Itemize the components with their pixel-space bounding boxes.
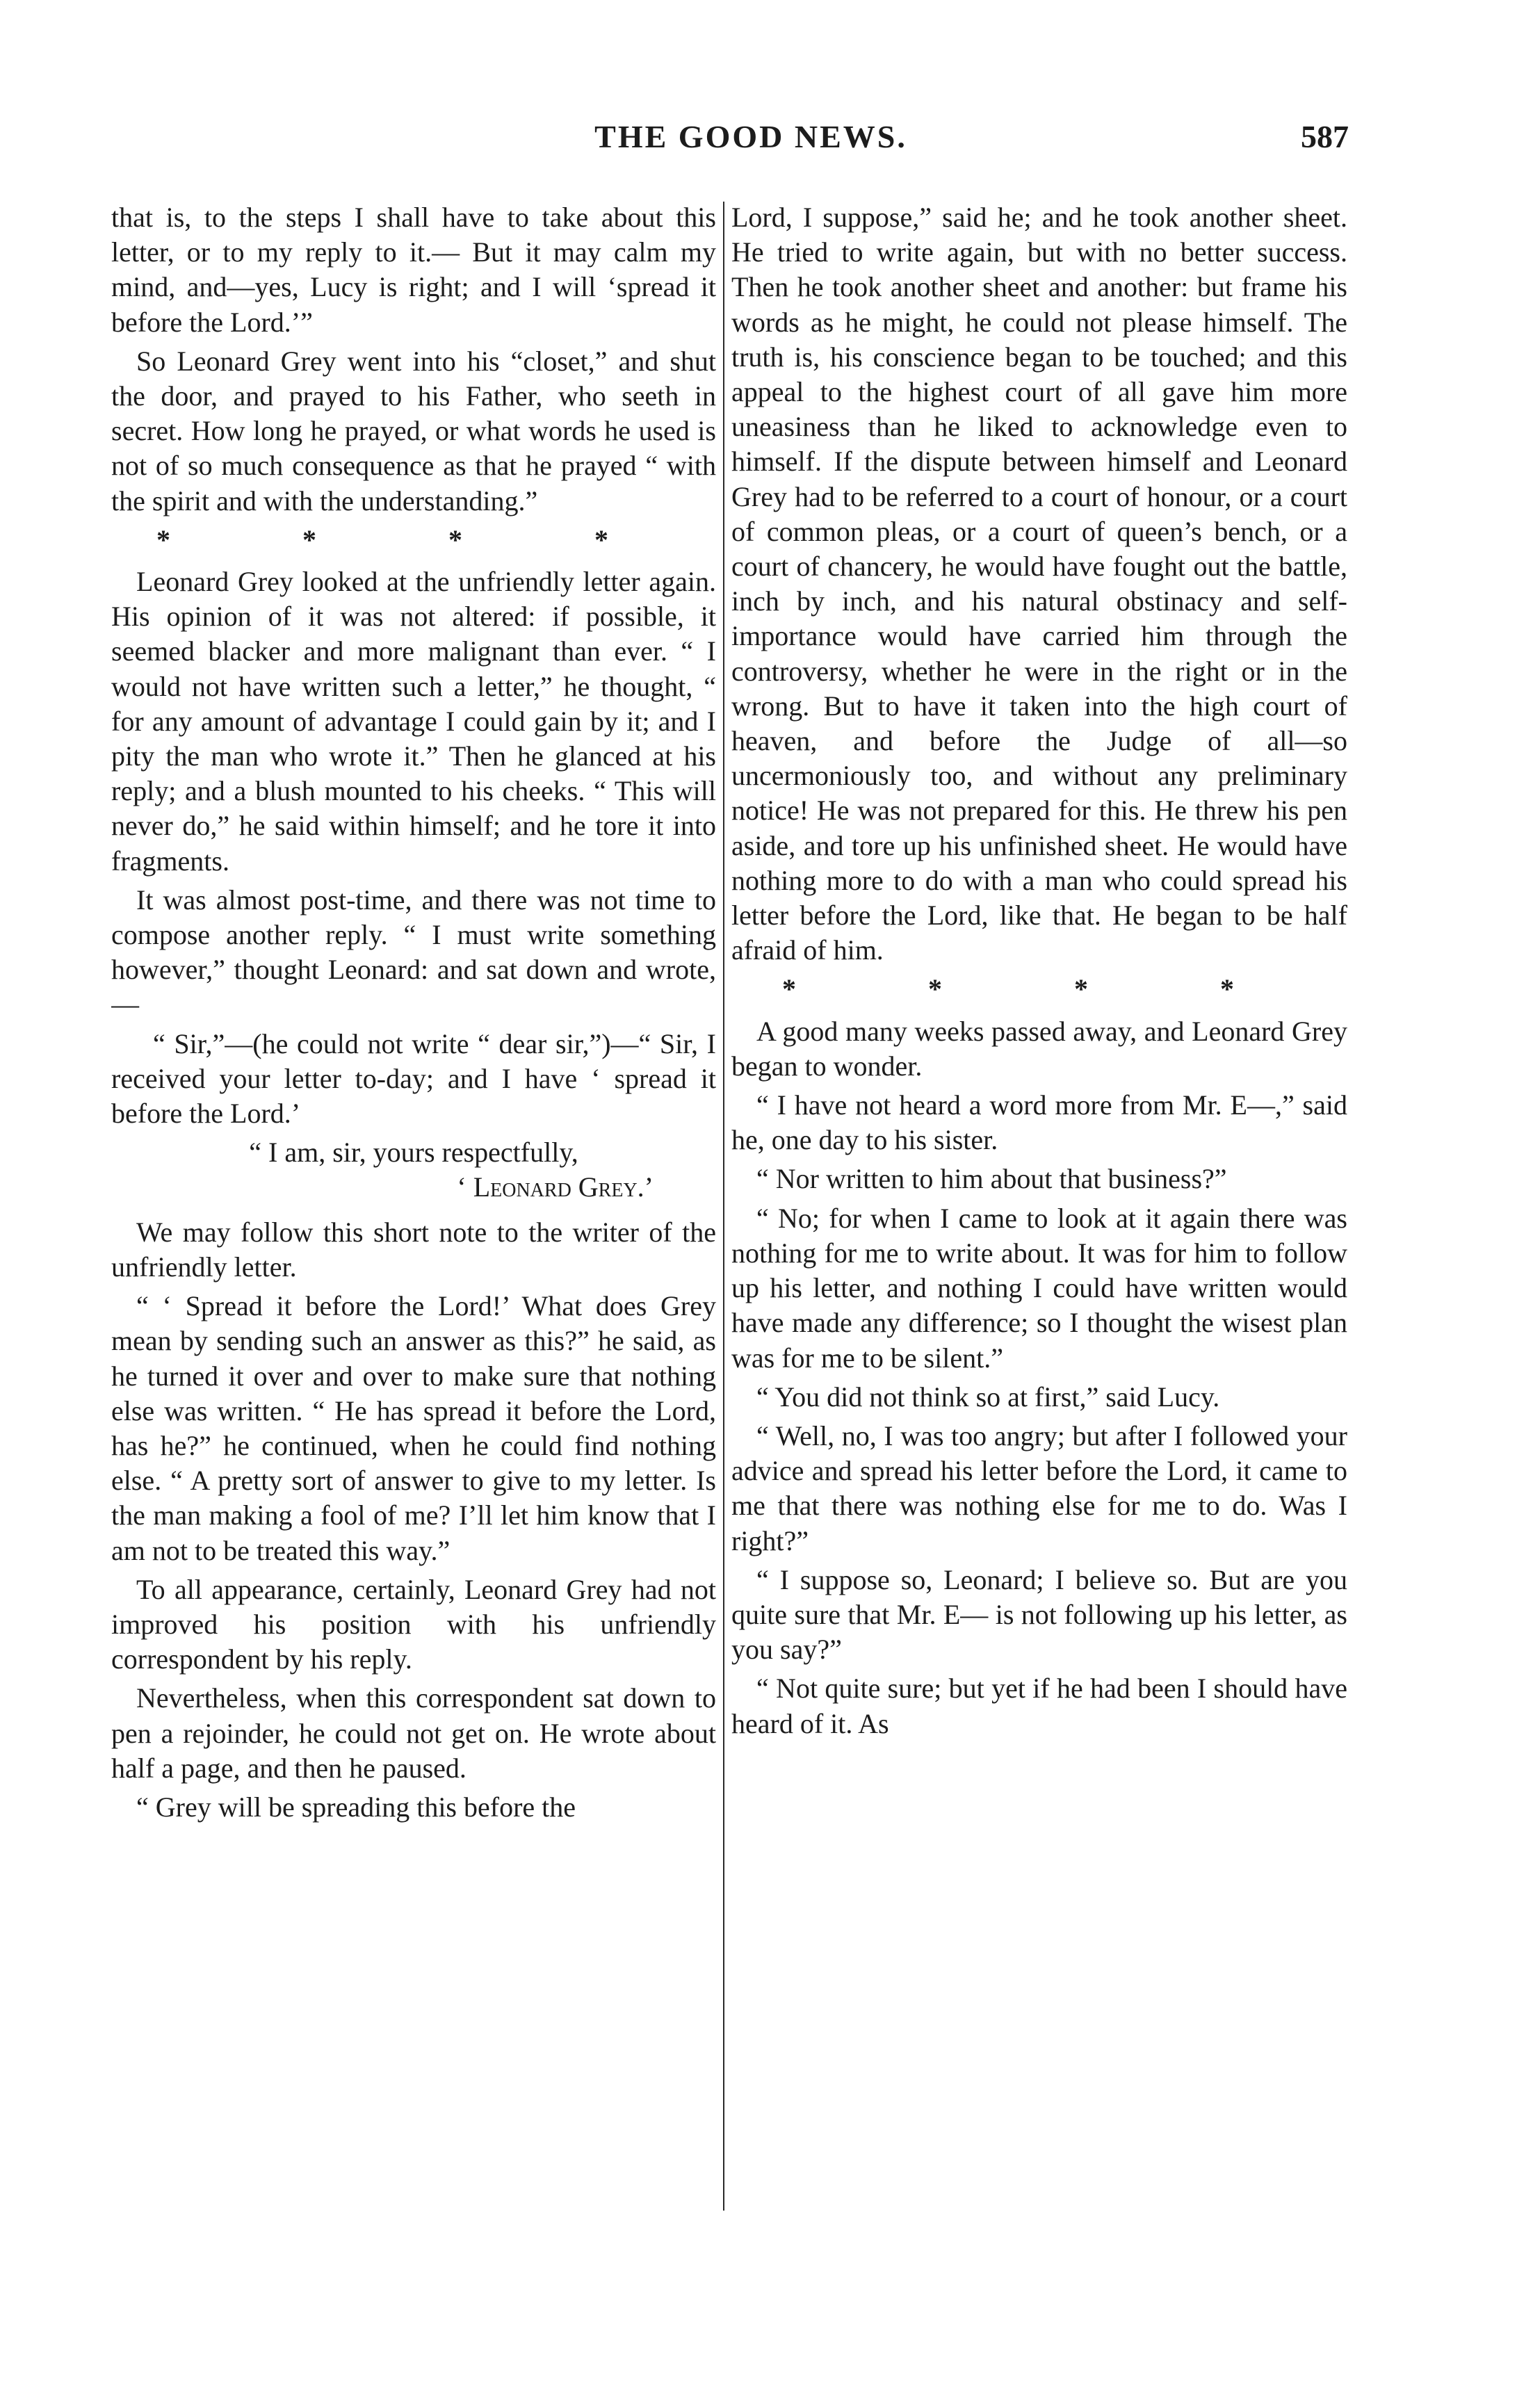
paragraph: So Leonard Grey went into his “closet,” and shut the door, and prayed to his Father, who seeth in secret. How long he prayed, or what words he used is not of so much consequence as that he prayed “ with the spirit and with the understanding.”: [111, 345, 716, 516]
paragraph: A good many weeks passed away, and Leonard Grey began to wonder.: [731, 1015, 1347, 1082]
paragraph: Nevertheless, when this correspondent sat down to pen a rejoinder, he could not get on. He wrote about half a page, and then he paused.: [111, 1682, 716, 1784]
paragraph: “ Not quite sure; but yet if he had been I should have heard of it. As: [731, 1673, 1347, 1739]
paragraph: To all appearance, certainly, Leonard Grey had not improved his position with his unfriendly correspondent by his reply.: [111, 1573, 716, 1675]
paragraph: Lord, I suppose,” said he; and he took another sheet. He tried to write again, but with no better success. Then he took another sheet and another: but frame his words as he might, he could not please himself. The truth is, his conscience began to be touched; and this appeal to the highest court of all gave him more uneasiness than he liked to acknowledge even to himself. If the dispute between himself and Leonard Grey had to be referred to a court of honour, or a court of common pleas, or a court of queen’s bench, or a court of chancery, he would have fought out the battle, inch by inch, and his natural obstinacy and self-importance would have carried him through the controversy, whether he were in the right or in the wrong. But to have it taken into the high court of heaven, and before the Judge of all—so uncermoniously too, and without any preliminary notice! He was not prepared for this. He threw his pen aside, and tore up his unfinished sheet. He would have nothing more to do with a man who could spread his letter before the Lord, like that. He began to be half afraid of him.: [731, 202, 1347, 966]
paragraph: “ ‘ Spread it before the Lord!’ What does Grey mean by sending such an answer as this?” he said, as he turned it over and over to make sure that nothing else was written. “ He has spread it before the Lord, has he?” he continued, when he could find nothing else. “ A pretty sort of answer to give to my letter. Is the man making a fool of me? I’ll let him know that I am not to be treated this way.”: [111, 1290, 716, 1566]
paragraph: We may follow this short note to the writer of the unfriendly letter.: [111, 1216, 716, 1283]
paragraph: “ Nor written to him about that business?”: [756, 1163, 1227, 1195]
section-break: * * * *: [156, 523, 671, 555]
right-column: [731, 200, 1347, 2286]
section-break: * * * *: [782, 973, 1297, 1005]
paragraph: “ Grey will be spreading this before the: [136, 1791, 576, 1823]
paragraph: It was almost post-time, and there was not time to compose another reply. “ I must write something however,” thought Leonard: and sat down and wrote,—: [111, 884, 716, 1020]
paragraph: “ You did not think so at first,” said Lucy.: [756, 1381, 1220, 1413]
letter-closing: “ I am, sir, yours respectfully,: [249, 1137, 578, 1169]
letter-text: “ Sir,”—(he could not write “ dear sir,”)—“ Sir, I received your letter to-day; and I have ‘ spread it before the Lord.’: [111, 1027, 716, 1130]
letter-signature: ‘ Leonard Grey.’: [457, 1171, 654, 1203]
paragraph: Leonard Grey looked at the unfriendly letter again. His opinion of it was not altered: if possible, it seemed blacker and more malignant than ever. “ I would not have written such a letter,” he thought, “ for any amount of advantage I could gain by it; and I pity the man who wrote it.” Then he glanced at his reply; and a blush mounted to his cheeks. “ This will never do,” he said within himself; and he tore it into fragments.: [111, 566, 716, 877]
paragraph: “ No; for when I came to look at it again there was nothing for me to write about. It was for him to follow up his letter, and nothing I could have written would have made any difference; so I thought the wisest plan was for me to be silent.”: [731, 1202, 1347, 1374]
paragraph: “ I suppose so, Leonard; I believe so. But are you quite sure that Mr. E— is not following up his letter, as you say?”: [731, 1563, 1347, 1666]
running-title: THE GOOD NEWS.: [594, 119, 907, 154]
page-number: 587: [1301, 119, 1349, 154]
paragraph: “ Well, no, I was too angry; but after I followed your advice and spread his letter before the Lord, it came to me that there was nothing else for me to do. Was I right?”: [731, 1419, 1347, 1556]
left-column: [111, 200, 716, 2286]
page-header: [111, 118, 1349, 174]
paragraph: “ I have not heard a word more from Mr. E—,” said he, one day to his sister.: [731, 1089, 1347, 1156]
column-divider: [723, 202, 724, 2211]
paragraph: that is, to the steps I shall have to take about this letter, or to my reply to it.— But it may calm my mind, and—yes, Lucy is right; and I will ‘spread it before the Lord.’”: [111, 202, 716, 338]
